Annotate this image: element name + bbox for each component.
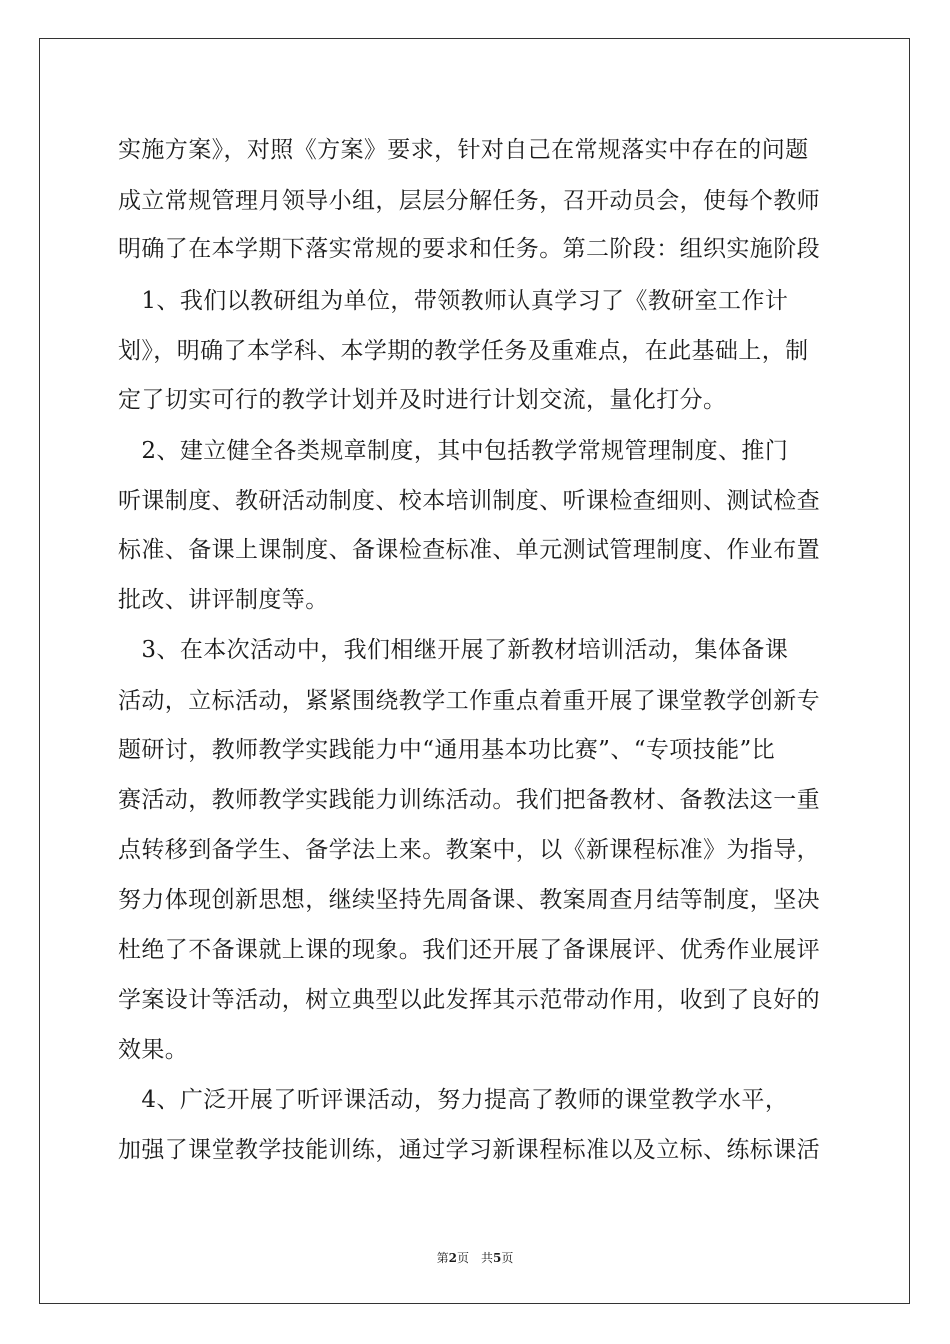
page-prefix: 第	[436, 1251, 449, 1265]
text-line: 努力体现创新思想，继续坚持先周备课、教案周查月结等制度，坚决	[118, 887, 820, 913]
text-line: 听课制度、教研活动制度、校本培训制度、听课检查细则、测试检查	[118, 488, 820, 514]
current-page-number: 2	[448, 1251, 457, 1265]
total-suffix: 页	[501, 1251, 514, 1265]
text-line: 杜绝了不备课就上课的现象。我们还开展了备课展评、优秀作业展评	[118, 937, 820, 963]
text-line: 明确了在本学期下落实常规的要求和任务。第二阶段：组织实施阶段	[118, 236, 820, 262]
text-line: 标准、备课上课制度、备课检查标准、单元测试管理制度、作业布置	[118, 537, 820, 563]
text-line: 划》，明确了本学科、本学期的教学任务及重难点，在此基础上，制	[118, 338, 809, 364]
text-line: 实施方案》，对照《方案》要求，针对自己在常规落实中存在的问题	[118, 137, 809, 163]
text-line: 题研讨，教师教学实践能力中“通用基本功比赛”、“专项技能”比	[118, 737, 776, 763]
page-footer	[0, 1250, 950, 1266]
text-line: 1、我们以教研组为单位，带领教师认真学习了《教研室工作计	[118, 288, 789, 314]
text-line: 学案设计等活动，树立典型以此发挥其示范带动作用，收到了良好的	[118, 987, 820, 1013]
text-line: 4、广泛开展了听评课活动，努力提高了教师的课堂教学水平，	[118, 1087, 789, 1113]
text-line: 3、在本次活动中，我们相继开展了新教材培训活动，集体备课	[118, 637, 789, 663]
total-prefix: 共	[481, 1251, 494, 1265]
text-line: 点转移到备学生、备学法上来。教案中，以《新课程标准》为指导，	[118, 837, 820, 863]
text-line: 2、建立健全各类规章制度，其中包括教学常规管理制度、推门	[118, 438, 789, 464]
text-line: 效果。	[118, 1037, 189, 1063]
total-page-count: 5	[493, 1251, 502, 1265]
text-line: 活动，立标活动，紧紧围绕教学工作重点着重开展了课堂教学创新专	[118, 688, 820, 714]
text-line: 批改、讲评制度等。	[118, 587, 329, 613]
page-suffix: 页	[456, 1251, 469, 1265]
text-line: 成立常规管理月领导小组，层层分解任务，召开动员会，使每个教师	[118, 188, 820, 214]
text-line: 加强了课堂教学技能训练，通过学习新课程标准以及立标、练标课活	[118, 1137, 820, 1163]
text-line: 赛活动，教师教学实践能力训练活动。我们把备教材、备教法这一重	[118, 787, 820, 813]
text-line: 定了切实可行的教学计划并及时进行计划交流，量化打分。	[118, 387, 727, 413]
